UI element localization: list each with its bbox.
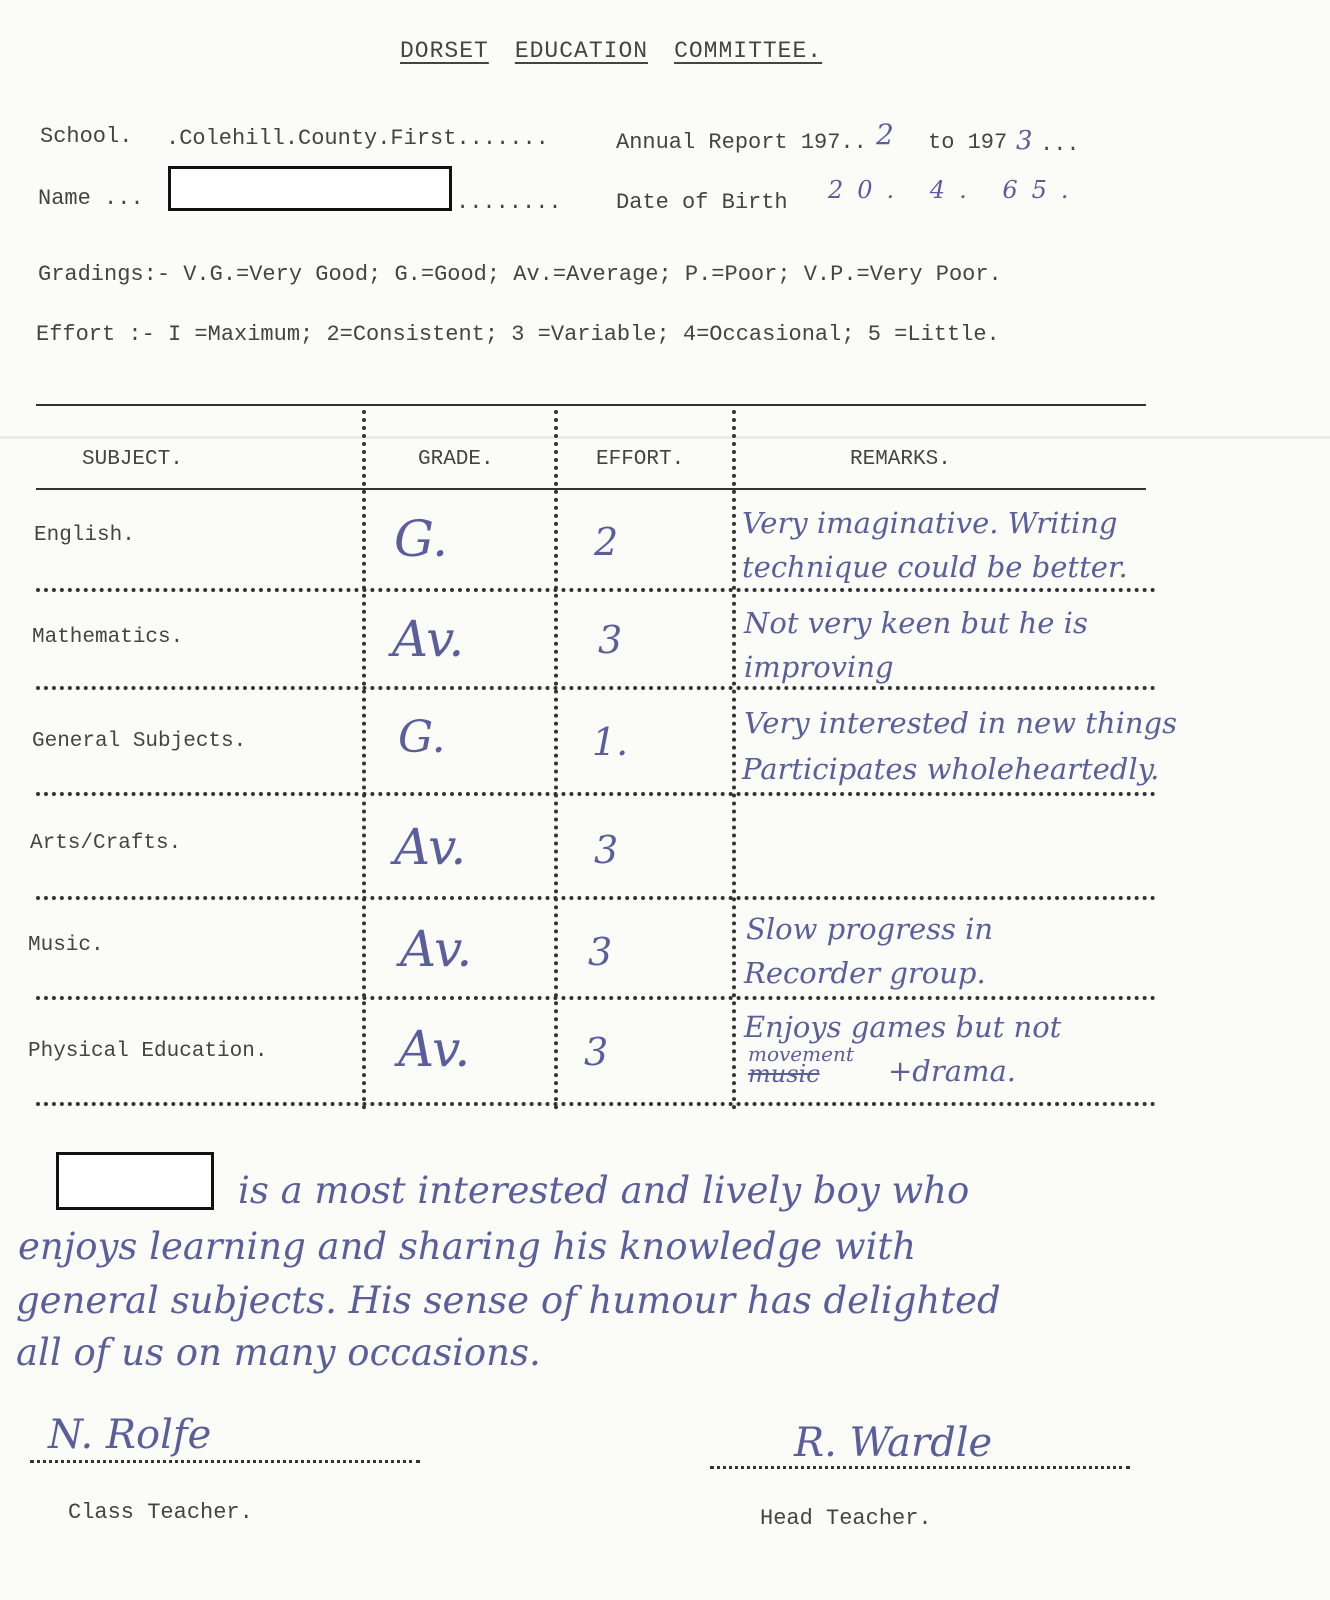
subject-general-subjects: General Subjects. (32, 730, 247, 753)
grade-arts-crafts: Av. (394, 818, 467, 876)
remark-music-line2: Recorder group. (744, 956, 986, 990)
effort-general-subjects: 1. (592, 720, 629, 764)
subject-arts-crafts: Arts/Crafts. (30, 832, 182, 855)
row-divider (36, 896, 1156, 900)
effort-mathematics: 3 (598, 618, 623, 662)
comment-line-4: all of us on many occasions. (16, 1331, 541, 1374)
column-divider-2 (554, 410, 558, 1110)
report-to-label: to 197 (928, 130, 1008, 155)
class-teacher-label: Class Teacher. (68, 1500, 253, 1525)
comment-line-3: general subjects. His sense of humour has delighted (16, 1279, 1001, 1322)
date-of-birth-label: Date of Birth (616, 190, 788, 215)
table-top-rule (36, 404, 1146, 406)
title-word-education: EDUCATION (514, 38, 649, 64)
paper-fold-line (0, 436, 1330, 439)
header-subject: SUBJECT. (82, 448, 183, 471)
remark-english-line1: Very imaginative. Writing (742, 506, 1118, 540)
remark-pe-line2: +drama. (888, 1054, 1017, 1088)
remark-music-line1: Slow progress in (746, 912, 994, 946)
school-value: .Colehill.County.First....... (166, 126, 549, 151)
grade-general-subjects: G. (398, 712, 446, 763)
grade-english: G. (394, 510, 449, 568)
effort-music: 3 (588, 930, 613, 974)
name-redaction-box (168, 166, 452, 211)
grade-music: Av. (400, 920, 473, 978)
comment-line-2: enjoys learning and sharing his knowledge with (18, 1225, 917, 1268)
grade-mathematics: Av. (392, 610, 465, 668)
head-teacher-signature: R. Wardle (794, 1420, 993, 1466)
effort-physical-education: 3 (584, 1030, 609, 1074)
column-divider-3 (732, 410, 736, 1110)
school-label: School. (40, 124, 133, 149)
report-year-tail: ... (1040, 132, 1080, 157)
remark-pe-insertion: movement (748, 1042, 854, 1066)
remark-pe-struck-word: music (748, 1060, 820, 1088)
header-grade: GRADE. (418, 448, 494, 471)
subject-mathematics: Mathematics. (32, 626, 184, 649)
title-word-committee: COMMITTEE. (674, 38, 823, 64)
table-header-rule (36, 488, 1146, 490)
date-of-birth-value: 20. 4. 65. (828, 176, 1083, 204)
student-name-redaction-box (56, 1152, 214, 1210)
remark-mathematics-line1: Not very keen but he is (744, 606, 1088, 640)
gradings-key: Gradings:- V.G.=Very Good; G.=Good; Av.=Average; P.=Poor; V.P.=Very Poor. (38, 262, 1002, 287)
grade-physical-education: Av. (398, 1020, 471, 1078)
title-word-dorset: DORSET (400, 38, 489, 64)
class-teacher-signature-line (30, 1460, 420, 1463)
remark-general-line1: Very interested in new things (744, 706, 1177, 740)
header-remarks: REMARKS. (850, 448, 951, 471)
effort-arts-crafts: 3 (594, 828, 619, 872)
remark-general-line2: Participates wholeheartedly. (742, 752, 1160, 786)
report-year-to: 3 (1016, 126, 1033, 156)
head-teacher-label: Head Teacher. (760, 1506, 932, 1531)
remark-mathematics-line2: improving (744, 650, 894, 684)
row-divider (36, 996, 1156, 1000)
row-divider (36, 792, 1156, 796)
annual-report-label: Annual Report 197.. (616, 130, 867, 155)
name-label: Name ... (38, 186, 144, 211)
column-divider-1 (362, 410, 366, 1110)
remark-pe-line1: Enjoys games but not (744, 1010, 1062, 1044)
subject-physical-education: Physical Education. (28, 1040, 268, 1063)
effort-key: Effort :- I =Maximum; 2=Consistent; 3 =Variable; 4=Occasional; 5 =Little. (36, 322, 1000, 347)
head-teacher-signature-line (710, 1466, 1130, 1469)
comment-line-1: is a most interested and lively boy who (238, 1169, 970, 1212)
class-teacher-signature: N. Rolfe (48, 1412, 212, 1458)
name-dots: ........ (456, 190, 562, 215)
table-bottom-rule (36, 1102, 1156, 1106)
document-title (400, 38, 848, 64)
subject-english: English. (34, 524, 135, 547)
row-divider (36, 686, 1156, 690)
report-year-from: 2 (876, 118, 894, 151)
remark-english-line2: technique could be better. (742, 550, 1128, 584)
effort-english: 2 (594, 520, 619, 564)
header-effort: EFFORT. (596, 448, 685, 471)
subject-music: Music. (28, 934, 104, 957)
